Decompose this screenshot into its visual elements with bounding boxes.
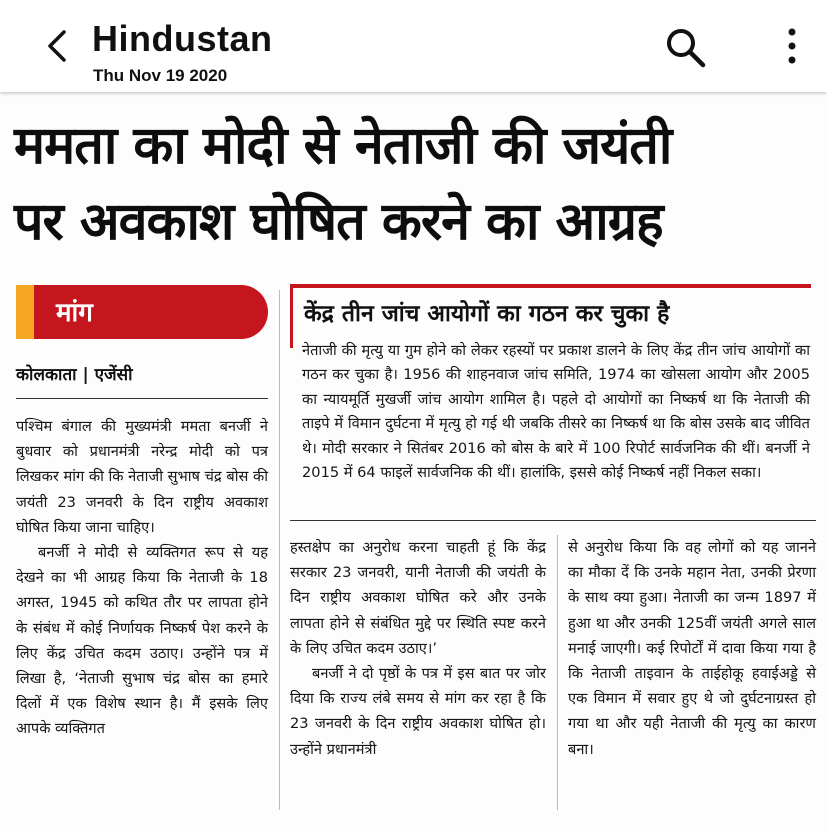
edition-date: Thu Nov 19 2020 [93,66,228,85]
article-column-1 [16,414,268,742]
back-arrow-icon[interactable] [38,24,78,68]
paragraph: बनर्जी ने मोदी से व्यक्तिगत रूप से यह देखने का भी आग्रह किया कि नेताजी के 18 अगस्त, 1945 को कथित तौर पर लापता होने के संबंध में कोई निर्णायक निष्कर्ष पेश करने के लिए केंद्र उचित कदम उठाए। उन्होंने पत्र में लिखा है, ‘नेताजी सुभाष चंद्र बोस का हमारे दिलों में एक विशेष स्थान है। मैं इसके लिए आपके व्यक्तिगत [16,544,268,738]
column-divider [279,290,280,810]
tag-stripe [16,285,34,339]
category-tag [16,285,268,339]
sidebox-title: केंद्र तीन जांच आयोगों का गठन कर चुका है [304,301,670,327]
category-tag-label: मांग [56,298,93,328]
sidebox-accent [290,288,293,348]
dateline-divider [16,398,268,399]
headline [14,108,819,260]
dateline: कोलकाता | एजेंसी [16,365,133,385]
paragraph: से अनुरोध किया कि वह लोगों को यह जानने का मौका दें कि उनके महान नेता, उनकी प्रेरणा के साथ क्या हुआ। नेताजी का जन्म 1897 में हुआ था और उनकी 125वीं जयंती अगले साल मनाई जाएगी। कई रिपोर्टों में दावा किया गया है कि नेताजी ताइवान के ताईहोकू हवाईअड्डे से एक विमान में सवार हुए थे जो दुर्घटनाग्रस्त हो गया था और यही नेताजी की मृत्यु का कारण बना। [568,539,816,758]
paragraph: पश्चिम बंगाल की मुख्यमंत्री ममता बनर्जी ने बुधवार को प्रधानमंत्री नरेन्द्र मोदी को पत्र लिखकर मांग की कि नेताजी सुभाष चंद्र बोस की जयंती 23 जनवरी के दिन राष्ट्रीय अवकाश घोषित किया जाना चाहिए। [16,418,268,536]
app-bar [0,0,827,92]
paragraph: हस्तक्षेप का अनुरोध करना चाहती हूं कि केंद्र सरकार 23 जनवरी, यानी नेताजी की जयंती के दिन राष्ट्रीय अवकाश घोषित करे और उनके लापता होने से संबंधित मुद्दे पर स्थिति स्पष्ट करने के लिए उचित कदम उठाए।’ [290,539,546,657]
sidebox-bottom-divider [290,520,816,521]
sidebox-text: नेताजी की मृत्यु या गुम होने को लेकर रहस्यों पर प्रकाश डालने के लिए केंद्र तीन जांच आयोगों का गठन कर चुका है। 1956 की शाहनवाज जांच समिति, 1974 का खोसला आयोग और 2005 का न्यायमूर्ति मुखर्जी जांच आयोग शामिल है। पहले दो आयोगों का निष्कर्ष था कि नेताजी की ताइपे में विमान दुर्घटना में मृत्यु हो गई थी जबकि तीसरे का निष्कर्ष था कि बोस उसके बाद जीवित थे। मोदी सरकार ने सितंबर 2016 को बोस के बारे में 100 रिपोर्ट सार्वजनिक की थीं। बनर्जी ने 2015 में 64 फाइलें सार्वजनिक की थीं। हालांकि, इससे कोई निष्कर्ष नहीं निकल सका। [302,342,810,482]
paragraph: बनर्जी ने दो पृष्ठों के पत्र में इस बात पर जोर दिया कि राज्य लंबे समय से मांग कर रहा है कि 23 जनवरी के दिन राष्ट्रीय अवकाश घोषित हो। उन्होंने प्रधानमंत्री [290,665,546,758]
more-options-icon[interactable] [776,22,808,72]
search-icon[interactable] [660,22,710,72]
headline-line-2: पर अवकाश घोषित करने का आग्रह [14,192,663,252]
article-column-3 [568,535,816,762]
app-title: Hindustan [92,18,273,59]
article-column-2 [290,535,546,762]
headline-line-1: ममता का मोदी से नेताजी की जयंती [14,116,672,176]
column-divider [557,535,558,810]
